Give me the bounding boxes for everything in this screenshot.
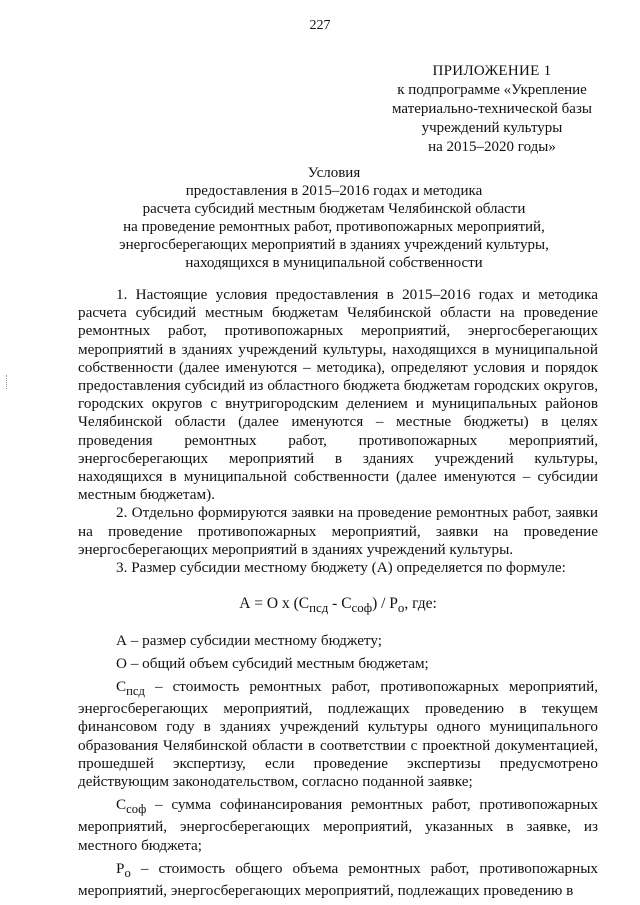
heading-line: энергосберегающих мероприятий в зданиях учреждений культуры, <box>119 237 549 253</box>
heading-line: находящихся в муниципальной собственности <box>185 255 483 271</box>
heading-line: на проведение ремонтных работ, противопожарных мероприятий, <box>123 219 545 235</box>
page-number: 227 <box>309 18 331 33</box>
definition-text: – стоимость общего объема ремонтных работ, противопожарных мероприятий, энергосберегающих мероприятий, подлежащих проведению в <box>78 859 598 900</box>
definition-p-o <box>78 860 598 900</box>
appendix-line: на 2015–2020 годы» <box>428 139 556 155</box>
definition-c-sof <box>78 796 598 855</box>
heading-line: расчета субсидий местным бюджетам Челябинской области <box>142 201 526 217</box>
appendix-line: материально-технической базы <box>392 101 592 117</box>
appendix-title: ПРИЛОЖЕНИЕ 1 <box>432 63 552 79</box>
symbol-c: С <box>116 677 127 695</box>
definition-text: – сумма софинансирования ремонтных работ, противопожарных мероприятий, энергосберегающих мероприятий, указанных в заявке, из местного бюджета; <box>78 796 598 854</box>
appendix-block <box>372 62 612 157</box>
formula-end: , где: <box>404 595 437 613</box>
heading-line: Условия <box>307 165 361 181</box>
paragraph-1: 1. Настоящие условия предоставления в 2015–2016 годах и методика расчета субсидий местным бюджетам Челябинской области на проведение ремонтных работ, противопожарных мероприятий, энергосберегающих мероприятий в зданиях учреждений культуры, находящихся в муниципальной собственности (далее именуются – методика), определяют условия и порядок предоставления субсидий из областного бюджета бюджетам городских округов, городских округов с внутригородским делением и муниципальных районов Челябинской области (далее именуются – местные бюджеты) в целях проведения ремонтных работ, противопожарных мероприятий, энергосберегающих мероприятий в зданиях учреждений культуры, находящихся в муниципальной собственности (далее именуются – субсидии местным бюджетам). <box>78 286 598 504</box>
heading-line: предоставления в 2015–2016 годах и методика <box>185 183 483 199</box>
definition-a: А – размер субсидии местному бюджету; <box>116 631 382 649</box>
formula-mid: - С <box>328 595 352 613</box>
symbol-sub-psd: псд <box>126 683 145 698</box>
formula-tail: ) / Р <box>372 595 398 613</box>
appendix-line: учреждений культуры <box>421 120 563 136</box>
definition-o: О – общий объем субсидий местным бюджетам; <box>116 654 429 672</box>
symbol-c: С <box>116 796 127 814</box>
appendix-line: к подпрограмме «Укрепление <box>397 82 587 98</box>
formula-sub-o: о <box>397 600 405 616</box>
formula <box>78 595 598 617</box>
symbol-p: Р <box>116 859 125 877</box>
paragraph-2: 2. Отдельно формируются заявки на проведение ремонтных работ, заявки на проведение противопожарных мероприятий, заявки на проведение энергосберегающих мероприятий в зданиях учреждений культуры. <box>78 504 598 558</box>
symbol-sub-o: о <box>124 865 131 880</box>
symbol-sub-sof: соф <box>126 802 147 817</box>
definition-c-psd <box>78 678 598 791</box>
formula-sub-psd: псд <box>309 600 329 616</box>
margin-scan-mark <box>6 375 9 389</box>
formula-sub-sof: соф <box>351 600 373 616</box>
paragraph-3: 3. Размер субсидии местному бюджету (А) определяется по формуле: <box>116 559 566 577</box>
document-body <box>78 286 598 905</box>
document-heading <box>60 164 608 272</box>
definition-text: – стоимость ремонтных работ, противопожарных мероприятий, энергосберегающих мероприятий, подлежащих проведению в текущем финансовом году в зданиях учреждений культуры одного муниципального образования Челябинской области в соответствии с проектной документацией, прошедшей экспертизу, если проведение экспертизы предусмотрено действующим законодательством, согласно поданной заявке; <box>78 677 598 790</box>
formula-lhs: А = О х (С <box>239 595 310 613</box>
